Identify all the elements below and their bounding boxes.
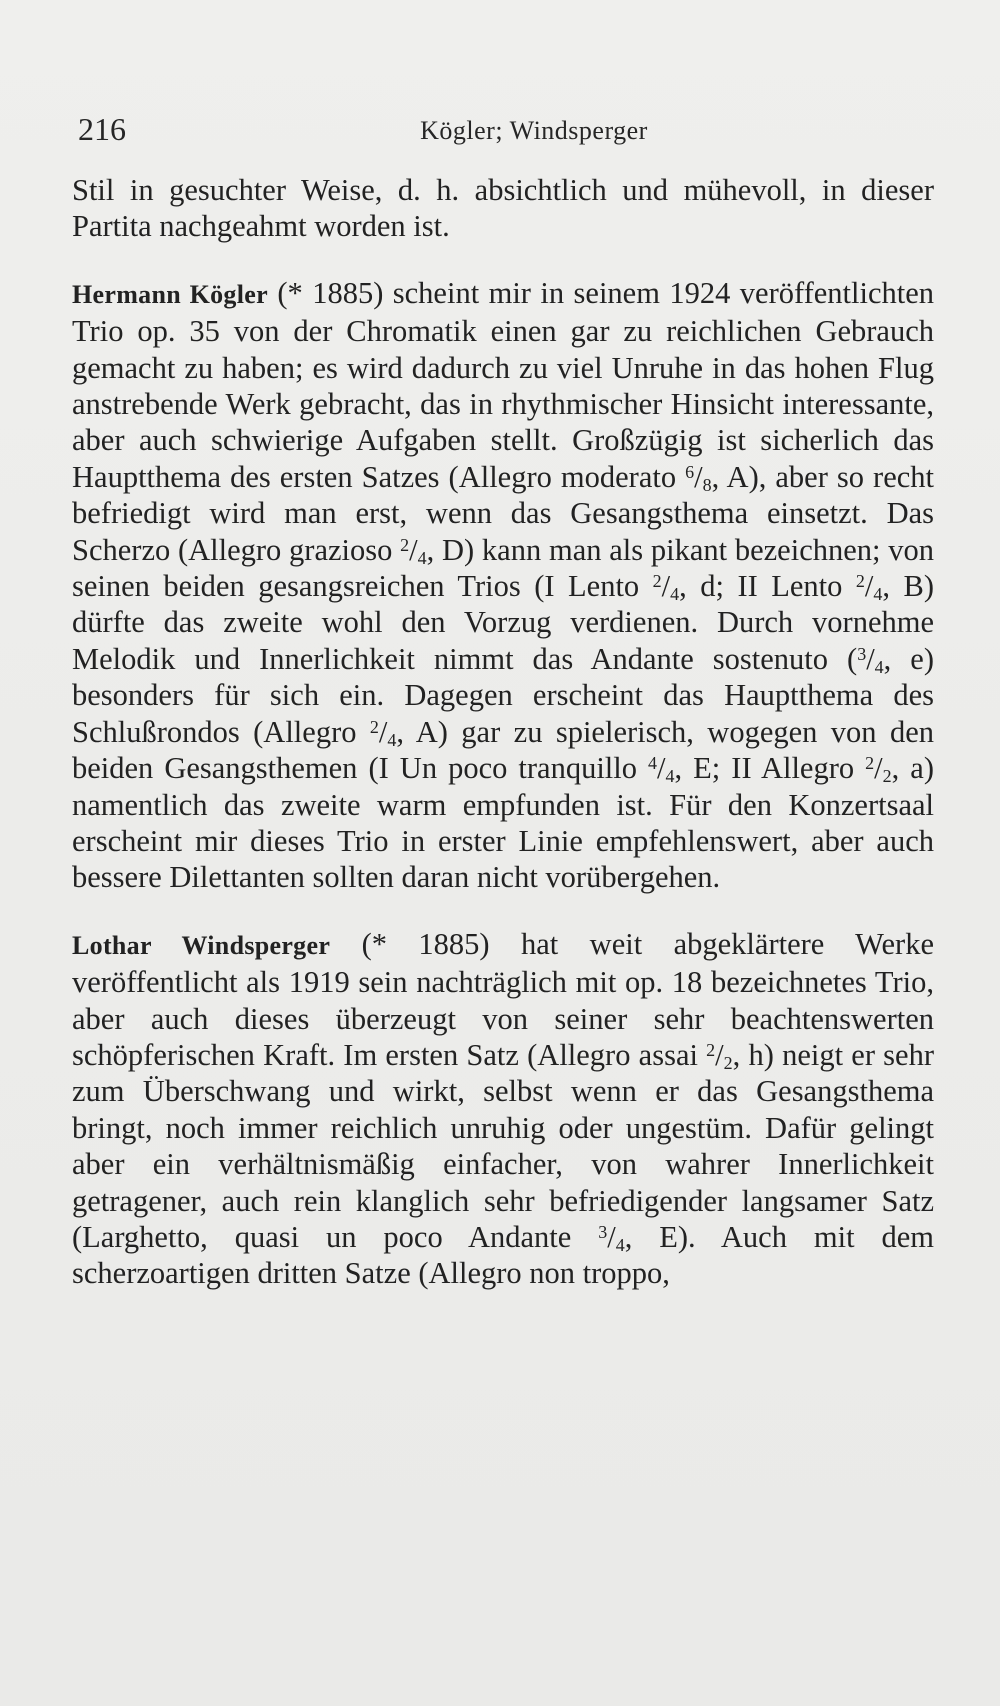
fraction-numerator: 2 bbox=[855, 571, 865, 592]
fraction-numerator: 2 bbox=[706, 1039, 716, 1060]
paragraph-windsperger: Lothar Windsperger (* 1885) hat weit abgeklärtere Werke veröffentlicht als 1919 sein nachträglich mit op. 18 bezeichnetes Trio, aber auch dieses überzeugt von seiner sehr beachtenswerten schöpferischen Kraft. Im ersten Satz (Allegro assai $^2/_2$, h) neigt er sehr zum Überschwang und wirkt, selbst wenn er das Gesangsthema bringt, noch immer reichlich unruhig oder ungestüm. Dafür gelingt aber ein verhältnismäßig einfacher, von wahrer Innerlichkeit getragener, auch rein klanglich sehr befriedigender langsamer Satz (Larghetto, quasi un poco Andante $^3/_4$, E). Auch mit dem scherzoartigen dritten Satze (Allegro non troppo, bbox=[72, 926, 934, 1291]
text-span: , B) dürfte das zweite wohl den Vorzug verdienen. Durch vornehme Melodik und Innerlichkeit nimmt das Andante sostenuto ( bbox=[72, 569, 934, 676]
text-span: (* 1885) hat weit abgeklärtere Werke veröffentlicht als 1919 sein nachträglich mit op. 18 bezeichnetes Trio, aber auch dieses überzeugt von seiner sehr beachtenswerten schöpferischen Kraft. Im ersten Satz (Allegro assai bbox=[72, 926, 934, 1072]
text-span: , A), aber so recht befriedigt wird man erst, wenn das Gesangsthema einsetzt. Das Scherzo (Allegro grazioso bbox=[72, 459, 934, 567]
text-span: , E). Auch mit dem scherzoartigen dritten Satze (Allegro non troppo, bbox=[72, 1219, 934, 1291]
text-span: , h) neigt er sehr zum Überschwang und wirkt, selbst wenn er das Gesangsthema bringt, noch immer reichlich unruhig oder ungestüm. Dafür gelingt aber ein verhältnismäßig einfacher, von wahrer Innerlichkeit getragener, auch rein klanglich sehr befriedigender langsamer Satz (Larghetto, quasi un poco Andante bbox=[72, 1037, 934, 1254]
paragraph-koegler: Hermann Kögler (* 1885) scheint mir in seinem 1924 veröffentlichten Trio op. 35 von der Chromatik einen gar zu reichlichen Gebrauch gemacht zu haben; es wird dadurch zu viel Unruhe in das hohen Flug anstrebende Werk gebracht, das in rhythmischer Hinsicht interessante, aber auch schwierige Aufgaben stellt. Großzügig ist sicherlich das Hauptthema des ersten Satzes (Allegro moderato $^6/_8$, A), aber so recht befriedigt wird man erst, wenn das Gesangsthema einsetzt. Das Scherzo (Allegro grazioso $^2/_4$, D) kann man als pikant bezeichnen; von seinen beiden gesangsreichen Trios (I Lento $^2/_4$, d; II Lento $^2/_4$, B) dürfte das zweite wohl den Vorzug verdienen. Durch vornehme Melodik und Innerlichkeit nimmt das Andante sostenuto ($^3/_4$, e) besonders für sich ein. Dagegen erscheint das Hauptthema des Schlußrondos (Allegro $^2/_4$, A) gar zu spielerisch, wogegen von den beiden Gesangsthemen (I Un poco tranquillo $^4/_4$, E; II Allegro $^2/_2$, a) namentlich das zweite warm empfunden ist. Für den Konzertsaal erscheint mir dieses Trio in erster Linie empfehlenswert, aber auch bessere Dilettanten sollten daran nicht vorübergehen. bbox=[72, 275, 935, 895]
text-span: , D) kann man als pikant bezeichnen; von seinen beiden gesangsreichen Trios (I Lento bbox=[72, 532, 934, 604]
fraction-denominator: 4 bbox=[665, 766, 675, 787]
fraction-numerator: 3 bbox=[857, 643, 867, 664]
fraction-denominator: 4 bbox=[615, 1234, 625, 1255]
fraction-numerator: 2 bbox=[400, 534, 410, 555]
fraction-numerator: 4 bbox=[648, 753, 658, 774]
text-span: , e) besonders für sich ein. Dagegen erscheint das Hauptthema des Schlußrondos (Allegro bbox=[72, 641, 934, 749]
text-span: (* 1885) scheint mir in seinem 1924 veröffentlichten Trio op. 35 von der Chromatik einen gar zu reichlichen Gebrauch gemacht zu haben; es wird dadurch zu viel Unruhe in das hohen Flug anstrebende Werk gebracht, das in rhythmischer Hinsicht interessante, aber auch schwierige Aufgaben stellt. Großzügig ist sicherlich das Hauptthema des ersten Satzes (Allegro moderato bbox=[72, 275, 935, 494]
text-span: , A) gar zu spielerisch, wogegen von den beiden Gesangsthemen (I Un poco tranquillo bbox=[72, 714, 934, 786]
text-span: , a) namentlich das zweite warm empfunden ist. Für den Konzertsaal erscheint mir dieses Trio in erster Linie empfehlenswert, aber auch bessere Dilettanten sollten daran nicht vorübergehen. bbox=[72, 751, 934, 895]
fraction-denominator: 8 bbox=[702, 474, 712, 495]
running-head: Kögler; Windsperger bbox=[420, 116, 648, 145]
page-number: 216 bbox=[78, 111, 126, 147]
fraction-numerator: 6 bbox=[685, 461, 695, 482]
fraction-denominator: 4 bbox=[873, 584, 883, 605]
fraction-denominator: 4 bbox=[417, 547, 427, 568]
composer-name-windsperger: Lothar Windsperger bbox=[72, 930, 331, 960]
fraction-denominator: 4 bbox=[670, 584, 680, 605]
page-header bbox=[78, 108, 930, 150]
fraction-numerator: 2 bbox=[369, 716, 379, 737]
fraction-denominator: 2 bbox=[882, 766, 892, 787]
body-text bbox=[72, 172, 934, 1292]
fraction-numerator: 2 bbox=[865, 753, 875, 774]
text-span: , E; II Allegro bbox=[674, 751, 866, 786]
composer-name-koegler: Hermann Kögler bbox=[72, 279, 268, 309]
text-span: , d; II Lento bbox=[679, 569, 856, 604]
fraction-denominator: 4 bbox=[874, 656, 884, 677]
paragraph-1: Stil in gesuchter Weise, d. h. absichtlich und mühevoll, in dieser Partita nachgeahmt worden ist. bbox=[72, 173, 934, 244]
fraction-denominator: 4 bbox=[387, 729, 397, 750]
fraction-numerator: 2 bbox=[652, 571, 662, 592]
fraction-numerator: 3 bbox=[598, 1221, 608, 1242]
fraction-denominator: 2 bbox=[723, 1052, 733, 1073]
